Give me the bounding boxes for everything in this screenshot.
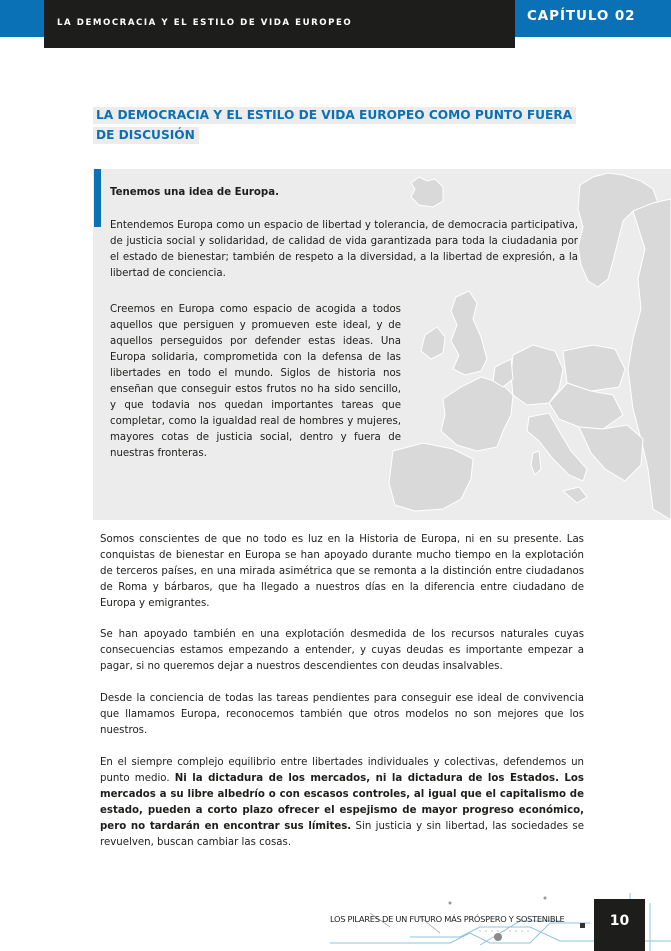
map-sardinia (531, 451, 541, 475)
page-number: 10 (609, 913, 630, 929)
map-sicily (563, 487, 587, 503)
chapter-label: CAPÍTULO 02 (527, 8, 636, 24)
map-benelux (493, 359, 513, 387)
map-iberia (389, 443, 473, 511)
map-france (441, 377, 513, 451)
map-great-britain (451, 291, 487, 375)
map-iceland (411, 177, 443, 207)
callout-accent-bar (94, 169, 101, 227)
body-paragraph-4-bold: Ni la dictadura de los mercados, ni la dictadura de los Estados. Los mercados a su libre albedrío o con escasos controles, al igual que el capitalismo de estado, pueden a corto plazo ofrecer el espejismo de mayor progreso económico, pero no tardarán en encontrar sus límites. (100, 773, 584, 832)
map-ireland (421, 327, 445, 359)
section-title-line-2: DE DISCUSIÓN (93, 127, 199, 144)
body-paragraph-3: Desde la conciencia de todas las tareas pendientes para conseguir ese ideal de convivencia que llamamos Europa, reconocemos también que otros modelos no son mejores que los nuestros. (100, 693, 584, 736)
callout-paragraph-1: Entendemos Europa como un espacio de libertad y tolerancia, de democracia participativa, de justicia social y solidaridad, de calidad de vida garantizada para toda la ciudadania por el estado de bienestar; también de respeto a la diversidad, a la libertad de expresión, a la libertad de conciencia. (110, 220, 578, 279)
callout-paragraph-2: Creemos en Europa como espacio de acogida a todos aquellos que persiguen y promueven este ideal, y de aquellos perseguidos por defender estas ideas. Una Europa solidaria, comprometida con la defensa de las libertades en todo el mundo. Siglos de historia nos enseñan que conseguir estos frutos no ha sido sencillo, y que todavia nos quedan importantes tareas que completar, como la igualdad real de hombres y mujeres, mayores cotas de justicia social, dentro y fuera de nuestras fronteras. (110, 304, 401, 459)
body-paragraph-2: Se han apoyado también en una explotación desmedida de los recursos naturales cuyas consecuencias estamos empezando a entender, y cuyas deudas es importante empezar a pagar, si no queremos dejar a nuestros descendientes con deudas insalvables. (100, 629, 584, 672)
body-paragraph-1: Somos conscientes de que no todo es luz en la Historia de Europa, ni en su presente. Las conquistas de bienestar en Europa se han apoyado durante mucho tiempo en la explotación de terceros países, en una mirada asimétrica que se remonta a la distinción entre ciudadanos de Roma y bárbaros, que ha llegado a nuestros días en la diferencia entre ciudadano de Europa y emigrantes. (100, 534, 584, 609)
body-paragraph-4-end: Sin justicia y sin libertad, las sociedades se revuelven, buscan cambiar las cosas. (100, 821, 584, 848)
map-central-europe (549, 383, 623, 429)
running-title: LA DEMOCRACIA Y EL ESTILO DE VIDA EUROPEO (57, 18, 353, 28)
callout-heading: Tenemos una idea de Europa. (110, 187, 279, 198)
map-poland (563, 345, 625, 391)
section-title (93, 105, 583, 145)
section-title-line-1: LA DEMOCRACIA Y EL ESTILO DE VIDA EUROPEO COMO PUNTO FUERA (93, 107, 576, 124)
body-paragraph-4 (100, 755, 584, 851)
map-balkans (579, 425, 643, 481)
body-paragraph-4-start: En el siempre complejo equilibrio entre libertades individuales y colectivas, defendemos un punto medio. (100, 757, 584, 784)
publication-title: LOS PILARES DE UN FUTURO MÁS PRÓSPERO Y SOSTENIBLE (330, 914, 565, 924)
